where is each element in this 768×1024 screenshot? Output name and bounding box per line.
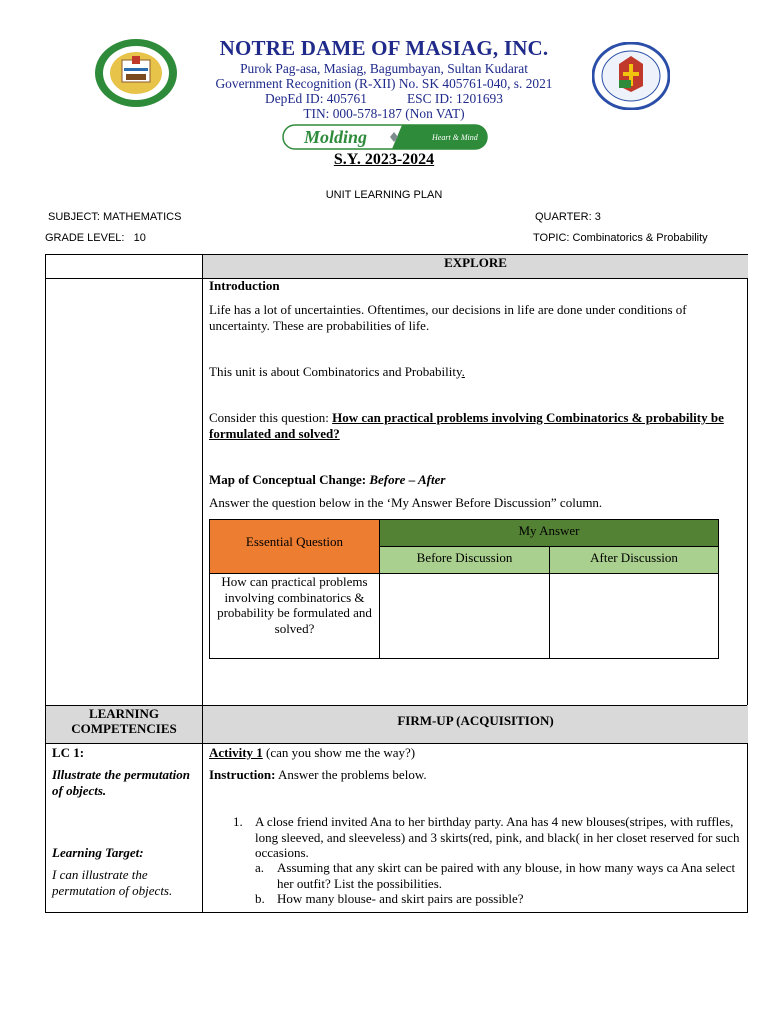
row-divider — [46, 743, 747, 744]
lc-number: LC 1: — [52, 745, 85, 760]
map-label-italic: Before – After — [369, 472, 446, 487]
learning-target-label: Learning Target: — [52, 845, 144, 860]
tin-number: TIN: 000-578-187 (Non VAT) — [303, 106, 465, 121]
learning-competencies-heading: LEARNING COMPETENCIES — [71, 706, 177, 736]
banner-subtext: Heart & Mind — [432, 133, 478, 142]
activity-title — [209, 745, 415, 761]
essential-question-header: Essential Question — [209, 519, 380, 574]
activity-label: Activity 1 — [209, 745, 263, 760]
explore-heading: EXPLORE — [444, 255, 507, 270]
firmup-heading: FIRM-UP (ACQUISITION) — [397, 713, 554, 728]
map-of-conceptual-change — [209, 472, 445, 488]
instruction-text: Answer the problems below. — [275, 767, 427, 782]
unit-about-text: This unit is about Combinatorics and Probability. — [209, 364, 465, 379]
quarter-label: QUARTER: 3 — [535, 211, 601, 223]
school-year: S.Y. 2023-2024 — [333, 151, 435, 168]
unit-about: This unit is about Combinatorics and Probability — [209, 364, 462, 379]
map-label: Map of Conceptual Change: — [209, 472, 370, 487]
essential-question: How can practical problems involving Combinatorics & probability be formulated and solved? — [209, 410, 724, 441]
conceptual-change-table — [209, 519, 719, 659]
learning-target-text: I can illustrate the permutation of objects. — [52, 867, 173, 898]
instruction-label: Instruction: — [209, 767, 276, 782]
banner-text: Molding — [304, 127, 368, 147]
sub-item-b-letter: b. — [255, 891, 265, 906]
item-number: 1. — [233, 814, 243, 829]
after-discussion-answer[interactable] — [549, 573, 719, 659]
column-divider — [202, 255, 203, 912]
after-discussion-header: After Discussion — [549, 546, 719, 574]
subject-label: SUBJECT: MATHEMATICS — [48, 211, 182, 223]
my-answer-header: My Answer — [379, 519, 719, 547]
map-instruction: Answer the question below in the ‘My Answer Before Discussion” column. — [209, 495, 603, 510]
molding-heart-mind-banner — [282, 123, 488, 151]
introduction-text: Life has a lot of uncertainties. Oftentimes, our decisions in life are done under conditions of uncertainty. These are probabilities of life. — [209, 302, 687, 333]
archdiocese-seal-logo — [592, 42, 670, 110]
sub-item-a: Assuming that any skirt can be paired with any blouse, in how many ways ca Ana select her outfit? List the possibilities. — [277, 860, 736, 891]
grade-level-label: GRADE LEVEL: 10 — [45, 232, 146, 244]
esc-id: ESC ID: 1201693 — [406, 91, 503, 106]
essential-question-cell: How can practical problems involving combinatorics & probability be formulated and solved? — [209, 573, 380, 659]
school-name: NOTRE DAME OF MASIAG, INC. — [219, 36, 549, 60]
row-divider — [46, 278, 747, 279]
document-title: UNIT LEARNING PLAN — [325, 189, 443, 201]
instruction-line — [209, 767, 427, 783]
activity-subtitle: (can you show me the way?) — [262, 745, 416, 760]
sub-item-a-letter: a. — [255, 860, 265, 875]
deped-id: DepEd ID: 405761 — [265, 91, 367, 106]
problem-1-text: A close friend invited Ana to her birthday party. Ana has 4 new blouses(stripes, with ruffles, long sleeved, and sleeveless) and 3 skirts(red, pink, and black( in her closet reserved for such occasions. — [255, 814, 740, 860]
before-discussion-header: Before Discussion — [379, 546, 550, 574]
unit-plan-table — [45, 254, 748, 913]
lc-text: Illustrate the permutation of objects. — [52, 767, 190, 798]
question-lead: Consider this question: — [209, 410, 333, 425]
essential-question-prompt — [209, 410, 739, 441]
introduction-label: Introduction — [209, 278, 280, 293]
before-discussion-answer[interactable] — [379, 573, 550, 659]
topic-label: TOPIC: Combinatorics & Probability — [533, 232, 708, 244]
school-address: Purok Pag-asa, Masiag, Bagumbayan, Sultan Kudarat — [240, 61, 528, 76]
government-recognition: Government Recognition (R-XII) No. SK 405761-040, s. 2021 — [215, 76, 553, 91]
sub-item-b: How many blouse- and skirt pairs are possible? — [277, 891, 524, 906]
